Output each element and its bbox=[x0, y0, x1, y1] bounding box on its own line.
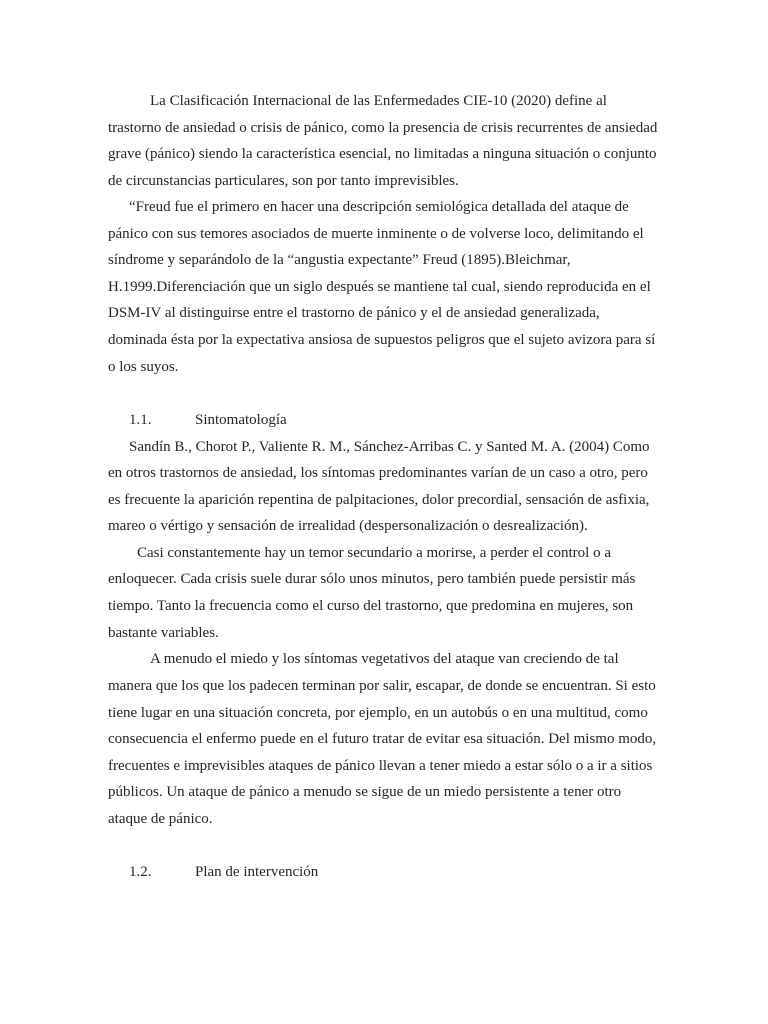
text-line: A menudo el miedo y los síntomas vegetativos del ataque van creciendo de tal bbox=[150, 651, 619, 667]
section-title: Plan de intervención bbox=[195, 864, 319, 880]
text-line: trastorno de ansiedad o crisis de pánico, como la presencia de crisis recurrentes de ansiedad bbox=[108, 120, 658, 136]
text-line: “Freud fue el primero en hacer una descripción semiológica detallada del ataque de bbox=[129, 199, 629, 215]
text-line: enloquecer. Cada crisis suele durar sólo unos minutos, pero también puede persistir más bbox=[108, 571, 636, 587]
text-line: síndrome y separándolo de la “angustia expectante” Freud (1895).Bleichmar, bbox=[108, 252, 571, 268]
text-line: consecuencia el enfermo puede en el futuro tratar de evitar esa situación. Del mismo modo, bbox=[108, 731, 657, 747]
section-number: 1.1. bbox=[129, 412, 152, 428]
text-line: Sandín B., Chorot P., Valiente R. M., Sánchez-Arribas C. y Santed M. A. (2004) Como bbox=[129, 439, 650, 455]
text-line: bastante variables. bbox=[108, 625, 219, 641]
text-line: mareo o vértigo y sensación de irrealidad (despersonalización o desrealización). bbox=[108, 518, 588, 534]
text-line: frecuentes e imprevisibles ataques de pánico llevan a tener miedo a estar sólo o a ir a sitios bbox=[108, 758, 653, 774]
section-number: 1.2. bbox=[129, 864, 152, 880]
text-line: públicos. Un ataque de pánico a menudo se sigue de un miedo persistente a tener otro bbox=[108, 784, 622, 800]
text-line: dominada ésta por la expectativa ansiosa de supuestos peligros que el sujeto avizora para sí bbox=[108, 332, 656, 348]
text-line: H.1999.Diferenciación que un siglo después se mantiene tal cual, siendo reproducida en el bbox=[108, 279, 651, 295]
text-line: manera que los que los padecen terminan por salir, escapar, de donde se encuentran. Si esto bbox=[108, 678, 656, 694]
text-line: en otros trastornos de ansiedad, los síntomas predominantes varían de un caso a otro, pero bbox=[108, 465, 648, 481]
text-line: pánico con sus temores asociados de muerte inminente o de volverse loco, delimitando el bbox=[108, 226, 644, 242]
text-line: ataque de pánico. bbox=[108, 811, 213, 827]
text-line: La Clasificación Internacional de las Enfermedades CIE-10 (2020) define al bbox=[150, 93, 607, 109]
section-title: Sintomatología bbox=[195, 412, 287, 428]
text-line: Casi constantemente hay un temor secundario a morirse, a perder el control o a bbox=[137, 545, 611, 561]
text-line: grave (pánico) siendo la característica esencial, no limitadas a ninguna situación o conjunto bbox=[108, 146, 657, 162]
text-line: DSM-IV al distinguirse entre el trastorno de pánico y el de ansiedad generalizada, bbox=[108, 305, 600, 321]
text-line: de circunstancias particulares, son por tanto imprevisibles. bbox=[108, 173, 459, 189]
text-line: tiene lugar en una situación concreta, por ejemplo, en un autobús o en una multitud, como bbox=[108, 705, 648, 721]
text-line: tiempo. Tanto la frecuencia como el curso del trastorno, que predomina en mujeres, son bbox=[108, 598, 634, 614]
text-line: es frecuente la aparición repentina de palpitaciones, dolor precordial, sensación de asfixia, bbox=[108, 492, 650, 508]
text-line: o los suyos. bbox=[108, 359, 179, 375]
